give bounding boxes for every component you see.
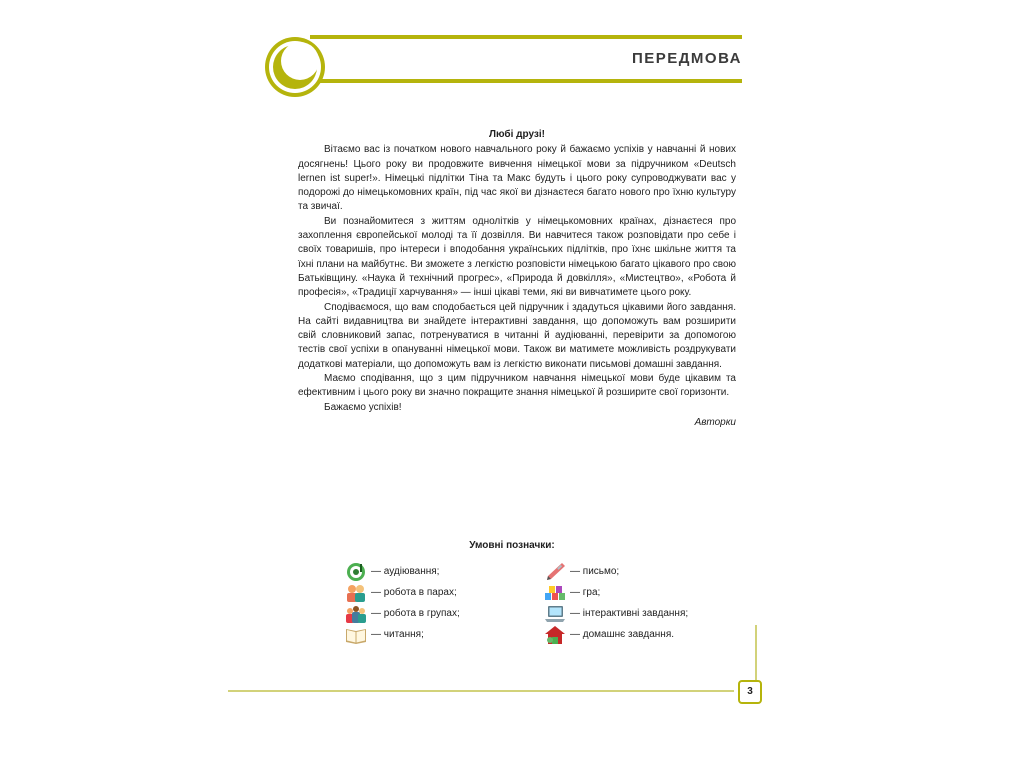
group-work-icon bbox=[345, 604, 367, 624]
legend-label: — інтерактивні завдання; bbox=[570, 608, 689, 619]
greeting: Любі друзі! bbox=[489, 129, 545, 140]
legend-label: — робота в групах; bbox=[371, 608, 460, 619]
legend-left-column bbox=[345, 561, 460, 645]
legend-item bbox=[345, 582, 460, 603]
page-title: ПЕРЕДМОВА bbox=[631, 50, 742, 67]
legend-item bbox=[345, 624, 460, 645]
legend-item bbox=[544, 561, 688, 582]
preface-text bbox=[298, 128, 736, 430]
pen-icon bbox=[544, 562, 566, 582]
paragraph: Вітаємо вас із початком нового навчального року й бажаємо успіхів у навчанні й нових досягнень! Цього року ви продовжите вивчення німецької мови за підручником «Deutsch lernen ist super!». Німецькі підлітки Тіна та Макс будуть і цього року супроводжувати вас у подорожі до німецькомовних країн, під час якої ви дізнаєтеся багато нового про їхню культуру та звичаї. bbox=[298, 144, 736, 213]
house-icon bbox=[544, 625, 566, 645]
crescent-circle-icon bbox=[264, 36, 326, 98]
legend-item bbox=[345, 561, 460, 582]
legend-item bbox=[544, 582, 688, 603]
laptop-icon bbox=[544, 604, 566, 624]
header-top-line bbox=[310, 35, 742, 39]
legend-label: — аудіювання; bbox=[371, 566, 440, 577]
legend-label: — робота в парах; bbox=[371, 587, 457, 598]
paragraph: Ви познайомитеся з життям однолітків у німецькомовних країнах, дізнаєтеся про захоплення європейської молоді та її дозвілля. Ви навчитеся також розповідати про себе і своїх товаришів, про інтереси і вподобання українських підлітків, про їхнє шкільне життя та їхні плани на майбутнє. Ви зможете з легкістю розповісти німецькою багато цікавого про свою Батьківщину. «Наука й технічний прогрес», «Природа й довкілля», «Мистецтво», «Робота й професія», «Традиції харчування» — інші цікаві теми, які ви вивчатимете цього року. bbox=[298, 215, 736, 299]
page-number: 3 bbox=[738, 680, 762, 704]
legend-item bbox=[544, 603, 688, 624]
legend-label: — гра; bbox=[570, 587, 601, 598]
legend-label: — читання; bbox=[371, 629, 424, 640]
paragraph: Сподіваємося, що вам сподобається цей підручник і здадуться цікавими його завдання. На сайті видавництва ви знайдете інтерактивні завдання, що допоможуть вам розширити свій словниковий запас, потренуватися в читанні й аудіюванні, перевірити за допомогою тестів свої успіхи в опануванні німецької мови. Також ви матимете можливість роздрукувати додаткові матеріали, що допоможуть вам із легкістю виконати письмові домашні завдання. bbox=[298, 301, 736, 370]
paragraph: Маємо сподівання, що з цим підручником навчання німецької мови буде цікавим та ефективним і цього року ви значно покращите знання німецької й розширите свої горизонти. bbox=[298, 373, 736, 399]
author-signature: Авторки bbox=[694, 416, 736, 428]
legend-right-column bbox=[544, 561, 688, 645]
legend-label: — письмо; bbox=[570, 566, 620, 577]
footer-line bbox=[228, 690, 734, 692]
paragraph: Бажаємо успіхів! bbox=[324, 401, 402, 413]
book-icon bbox=[345, 625, 367, 645]
legend-item bbox=[345, 603, 460, 624]
blocks-icon bbox=[544, 583, 566, 603]
audio-icon bbox=[345, 562, 367, 582]
legend-title: Умовні позначки: bbox=[469, 540, 555, 551]
page-header bbox=[262, 30, 742, 106]
legend-label: — домашнє завдання. bbox=[570, 629, 675, 640]
legend-item bbox=[544, 624, 688, 645]
pair-work-icon bbox=[345, 583, 367, 603]
header-bottom-line bbox=[310, 79, 742, 83]
